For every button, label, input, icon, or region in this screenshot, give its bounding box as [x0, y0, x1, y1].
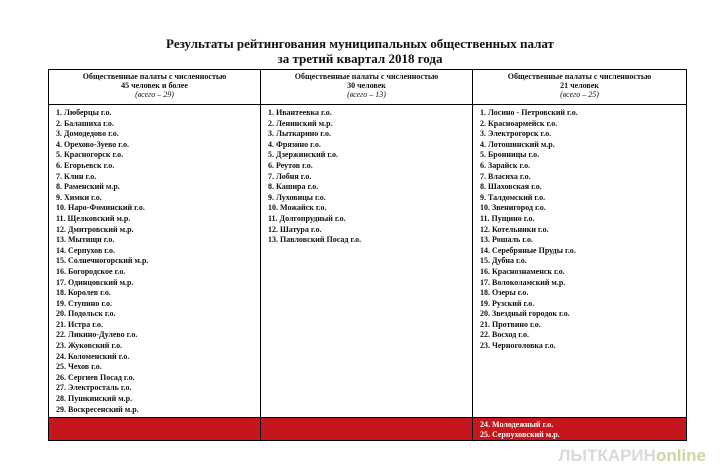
list-item: 6. Егорьевск г.о.	[56, 160, 115, 170]
list-item: 19. Рузский г.о.	[480, 298, 535, 308]
list-item: 25. Серпуховский м.р.	[480, 430, 560, 439]
title-line-1: Результаты рейтингования муниципальных общественных палат	[166, 36, 554, 51]
list-item: 11. Щелковский м.р.	[56, 213, 131, 223]
list-item: 16. Богородское г.о.	[56, 266, 126, 276]
column-header-title: Общественные палаты с численностью	[507, 72, 652, 81]
list-item: 21. Протвино г.о.	[480, 319, 541, 329]
column-header-size: 21 человек	[560, 81, 599, 90]
list-item: 7. Клин г.о.	[56, 171, 97, 181]
list-item: 21. Истра г.о.	[56, 319, 103, 329]
column-header-size: 45 человек и более	[121, 81, 188, 90]
list-item: 1. Лосино - Петровский г.о.	[480, 108, 578, 117]
list-item: 16. Краснознаменск г.о.	[480, 266, 565, 276]
column-total: (всего – 13)	[347, 90, 386, 99]
column-total: (всего – 29)	[135, 90, 174, 99]
list-item: 2. Красноармейск г.о.	[480, 118, 558, 128]
list-item: 12. Котельники г.о.	[480, 224, 549, 234]
list-item: 15. Солнечногорский м.р.	[56, 256, 149, 266]
list-item: 8. Кашира г.о.	[268, 182, 319, 192]
column-header-small	[473, 70, 687, 105]
ranking-list-medium	[261, 105, 473, 418]
list-item: 13. Павловский Посад г.о.	[268, 235, 362, 245]
highlight-cell-large	[49, 418, 261, 441]
list-item: 10. Можайск г.о.	[268, 203, 327, 213]
list-item: 3. Лыткарино г.о.	[268, 129, 332, 139]
rating-table	[48, 69, 687, 441]
list-item: 29. Воскресенский м.р.	[56, 404, 139, 414]
list-item: 1. Ивантеевка г.о.	[268, 108, 332, 117]
list-item: 23. Черноголовка г.о.	[480, 341, 556, 351]
list-item: 8. Шаховская г.о.	[480, 182, 542, 192]
title-line-2: за третий квартал 2018 года	[277, 51, 443, 66]
column-header-medium	[261, 70, 473, 105]
page-title	[0, 36, 720, 66]
list-item: 5. Бронницы г.о.	[480, 150, 540, 160]
list-item: 3. Домодедово г.о.	[56, 129, 119, 139]
list-item: 24. Коломенский г.о.	[56, 351, 130, 361]
list-item: 28. Пушкинский м.р.	[56, 394, 133, 404]
list-item: 22. Ликино-Дулево г.о.	[56, 330, 138, 340]
highlight-cell-medium	[261, 418, 473, 441]
column-header-title: Общественные палаты с численностью	[82, 72, 227, 81]
list-item: 4. Фрязино г.о.	[268, 139, 321, 149]
list-item: 27. Электросталь г.о.	[56, 383, 132, 393]
column-header-large	[49, 70, 261, 105]
list-item: 4. Лотошинский м.р.	[480, 139, 555, 149]
list-item: 9. Химки г.о.	[56, 192, 102, 202]
list-item: 19. Ступино г.о.	[56, 298, 113, 308]
list-item: 6. Реутов г.о.	[268, 160, 313, 170]
column-header-title: Общественные палаты с численностью	[294, 72, 439, 81]
list-item: 13. Рошаль г.о.	[480, 235, 533, 245]
list-item: 7. Лобня г.о.	[268, 171, 312, 181]
list-item: 18. Королев г.о.	[56, 288, 111, 298]
list-item: 26. Сергиев Посад г.о.	[56, 372, 135, 382]
list-item: 5. Красногорск г.о.	[56, 150, 124, 160]
highlight-cell-small	[473, 418, 687, 441]
list-item: 2. Балашиха г.о.	[56, 118, 114, 128]
site-watermark	[558, 446, 706, 466]
list-item: 18. Озеры г.о.	[480, 288, 529, 298]
list-item: 17. Одинцовский м.р.	[56, 277, 134, 287]
list-item: 20. Звездный городок г.о.	[480, 309, 570, 319]
list-item: 10. Звенигород г.о.	[480, 203, 546, 213]
list-item: 12. Дмитровский м.р.	[56, 224, 134, 234]
highlight-row	[49, 418, 687, 441]
list-item: 13. Мытищи г.о.	[56, 235, 115, 245]
list-item: 11. Долгопрудный г.о.	[268, 213, 346, 223]
list-item: 8. Раменский м.р.	[56, 182, 120, 192]
list-item: 10. Наро-Фоминский г.о.	[56, 203, 145, 213]
list-item: 12. Шатура г.о.	[268, 224, 322, 234]
list-item: 23. Жуковский г.о.	[56, 341, 123, 351]
list-item: 9. Талдомский г.о.	[480, 192, 546, 202]
header-row	[49, 70, 687, 105]
list-item: 14. Серпухов г.о.	[56, 245, 116, 255]
list-item: 5. Дзержинский г.о.	[268, 150, 339, 160]
list-item: 14. Серебряные Пруды г.о.	[480, 245, 576, 255]
list-item: 1. Люберцы г.о.	[56, 108, 112, 117]
list-item: 6. Зарайск г.о.	[480, 160, 531, 170]
list-item: 3. Электрогорск г.о.	[480, 129, 552, 139]
list-item: 15. Дубна г.о.	[480, 256, 527, 266]
list-item: 17. Волоколамский м.р.	[480, 277, 566, 287]
list-item: 22. Восход г.о.	[480, 330, 530, 340]
list-item: 11. Пущино г.о.	[480, 213, 535, 223]
ranking-list-large	[49, 105, 261, 418]
list-row	[49, 105, 687, 418]
list-item: 20. Подольск г.о.	[56, 309, 116, 319]
column-total: (всего – 25)	[560, 90, 599, 99]
list-item: 4. Орехово-Зуево г.о.	[56, 139, 130, 149]
list-item: 2. Ленинский м.р.	[268, 118, 333, 128]
watermark-text: ЛЫТКАРИН	[558, 446, 656, 465]
watermark-text-online: online	[655, 446, 706, 465]
ranking-list-small	[473, 105, 687, 418]
list-item: 25. Чехов г.о.	[56, 362, 102, 372]
list-item: 9. Луховицы г.о.	[268, 192, 326, 202]
list-item: 7. Власиха г.о.	[480, 171, 531, 181]
column-header-size: 30 человек	[347, 81, 386, 90]
list-item: 24. Молодежный г.о.	[480, 420, 554, 429]
